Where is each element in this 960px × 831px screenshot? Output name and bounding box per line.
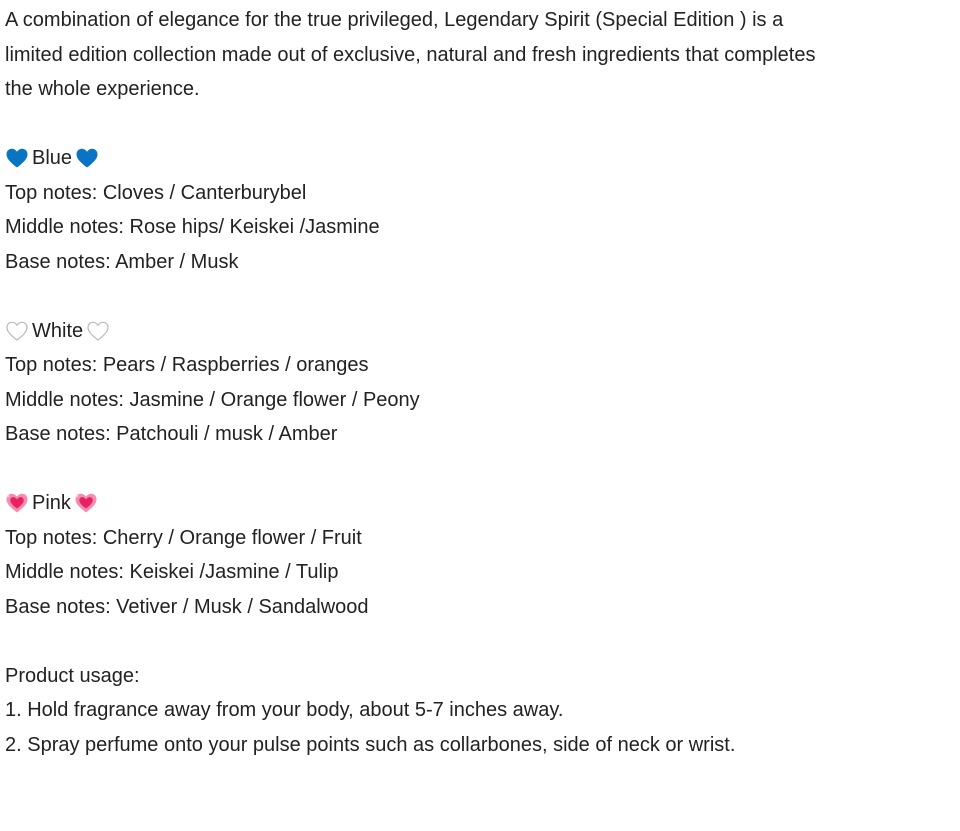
base-notes: Base notes: Amber / Musk <box>5 250 239 273</box>
top-notes: Top notes: Cherry / Orange flower / Fruit <box>5 526 362 549</box>
edition-name: White <box>32 319 84 342</box>
base-notes: Base notes: Patchouli / musk / Amber <box>5 423 338 445</box>
sparkling-pink-heart-icon <box>5 491 29 515</box>
edition-name: Pink <box>32 492 71 514</box>
intro-paragraph <box>5 3 950 107</box>
intro-line: A combination of elegance for the true privileged, Legendary Spirit (Special Edition ) is a <box>5 9 784 31</box>
blue-heart-icon <box>75 146 99 170</box>
edition-name: Blue <box>32 147 73 169</box>
edition-heading <box>5 486 950 521</box>
base-notes: Base notes: Vetiver / Musk / Sandalwood <box>5 595 369 618</box>
top-notes: Top notes: Cloves / Canterburybel <box>5 181 307 204</box>
sparkling-pink-heart-icon <box>74 491 98 515</box>
middle-notes: Middle notes: Rose hips/ Keiskei /Jasmine <box>5 216 380 238</box>
product-usage <box>5 659 950 763</box>
intro-line: the whole experience. <box>5 78 200 100</box>
middle-notes: Middle notes: Keiskei /Jasmine / Tulip <box>5 561 339 583</box>
product-description <box>5 3 950 762</box>
intro-line: limited edition collection made out of exclusive, natural and fresh ingredients that completes <box>5 43 816 66</box>
usage-title: Product usage: <box>5 664 140 687</box>
white-heart-icon <box>5 319 29 343</box>
top-notes: Top notes: Pears / Raspberries / oranges <box>5 354 369 376</box>
edition-blue <box>5 141 950 279</box>
blue-heart-icon <box>5 146 29 170</box>
usage-step: 1. Hold fragrance away from your body, about 5-7 inches away. <box>5 699 564 721</box>
middle-notes: Middle notes: Jasmine / Orange flower / Peony <box>5 388 420 411</box>
edition-white <box>5 314 950 452</box>
edition-heading <box>5 141 950 176</box>
edition-pink <box>5 486 950 624</box>
edition-heading <box>5 314 950 349</box>
usage-step: 2. Spray perfume onto your pulse points such as collarbones, side of neck or wrist. <box>5 733 736 756</box>
white-heart-icon <box>86 319 110 343</box>
